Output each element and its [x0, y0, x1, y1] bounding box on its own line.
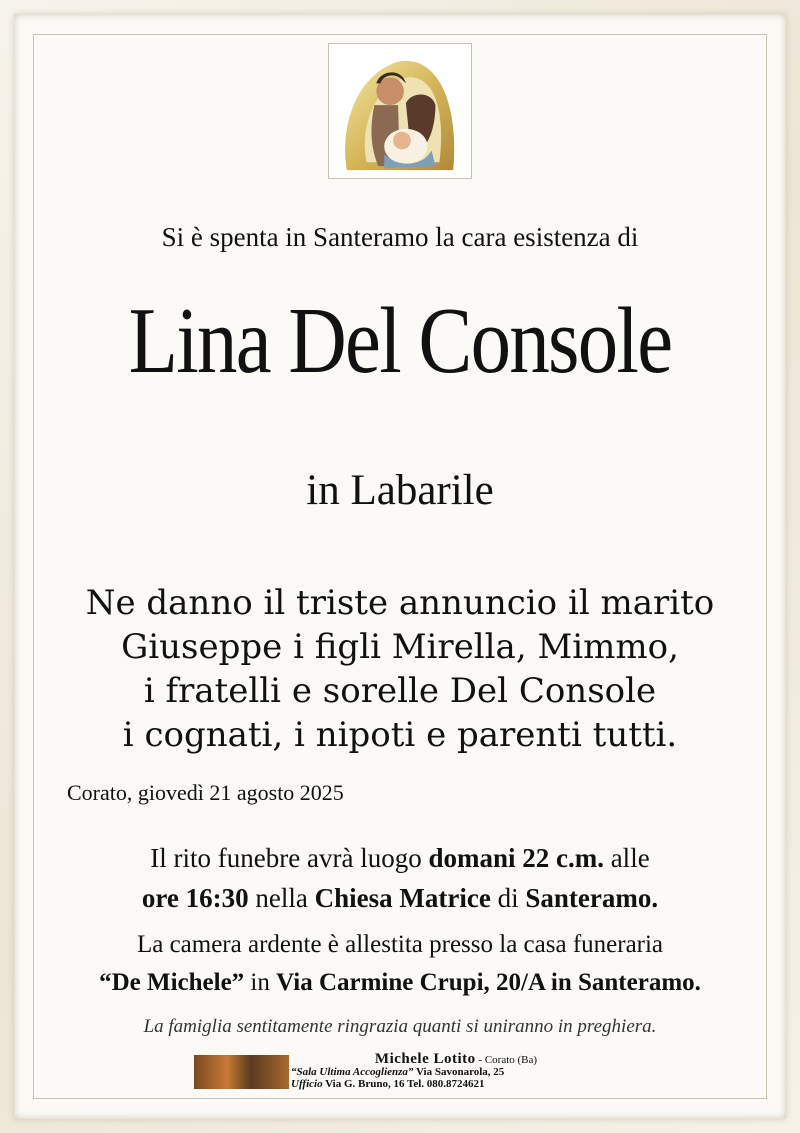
married-name: in Labarile: [306, 467, 494, 514]
thanks-text: La famiglia sentitamente ringrazia quanti si uniranno in preghiera.: [143, 1016, 657, 1037]
agency-city: - Corato (Ba): [475, 1054, 538, 1066]
rite-text: alle: [603, 843, 650, 873]
chapel-address: Via Carmine Crupi, 20/A in Santeramo.: [276, 969, 701, 996]
agency-hall-line: [291, 1066, 621, 1078]
agency-name-line: [291, 1053, 621, 1066]
rite-church: Chiesa Matrice: [314, 883, 491, 913]
rite-line-2: [40, 878, 760, 918]
announcement-line: i cognati, i nipoti e parenti tutti.: [122, 715, 678, 755]
rite-text: di: [490, 883, 526, 913]
announcement-line: i fratelli e sorelle Del Console: [143, 671, 657, 711]
announcement-line: Giuseppe i figli Mirella, Mimmo,: [121, 627, 679, 667]
rite-text: Il rito funebre avrà luogo: [150, 843, 429, 873]
chapel-info: [40, 926, 760, 1002]
agency-photo: [194, 1055, 289, 1089]
holy-family-icon: [328, 43, 472, 179]
agency-details: [291, 1053, 621, 1090]
chapel-line-1: La camera ardente è allestita presso la casa funeraria: [136, 931, 664, 958]
place-date: Corato, giovedì 21 agosto 2025: [67, 780, 344, 805]
funeral-home-name: “De Michele”: [99, 969, 245, 996]
agency-office-label: Ufficio: [291, 1078, 323, 1090]
rite-date: domani 22 c.m.: [428, 843, 604, 873]
rite-town: Santeramo.: [525, 883, 659, 913]
intro-text: Si è spenta in Santeramo la cara esistenza di: [161, 222, 639, 252]
funeral-rite-info: [40, 838, 760, 918]
announcement: [40, 581, 760, 757]
funeral-agency-footer: [194, 1053, 614, 1091]
rite-line-1: [40, 838, 760, 878]
agency-office-line: [291, 1078, 621, 1090]
rite-time: ore 16:30: [141, 883, 249, 913]
agency-name: Michele Lotito: [374, 1051, 476, 1067]
announcement-line: Ne danno il triste annuncio il marito: [85, 583, 715, 623]
chapel-line-2: [40, 964, 760, 1002]
agency-hall-address: Via Savonarola, 25: [413, 1066, 505, 1078]
chapel-text: in: [244, 969, 277, 996]
agency-office-address: Via G. Bruno, 16 Tel. 080.8724621: [322, 1078, 485, 1090]
deceased-name: Lina Del Console: [128, 289, 672, 393]
agency-hall: “Sala Ultima Accoglienza”: [291, 1066, 414, 1078]
rite-text: nella: [248, 883, 315, 913]
